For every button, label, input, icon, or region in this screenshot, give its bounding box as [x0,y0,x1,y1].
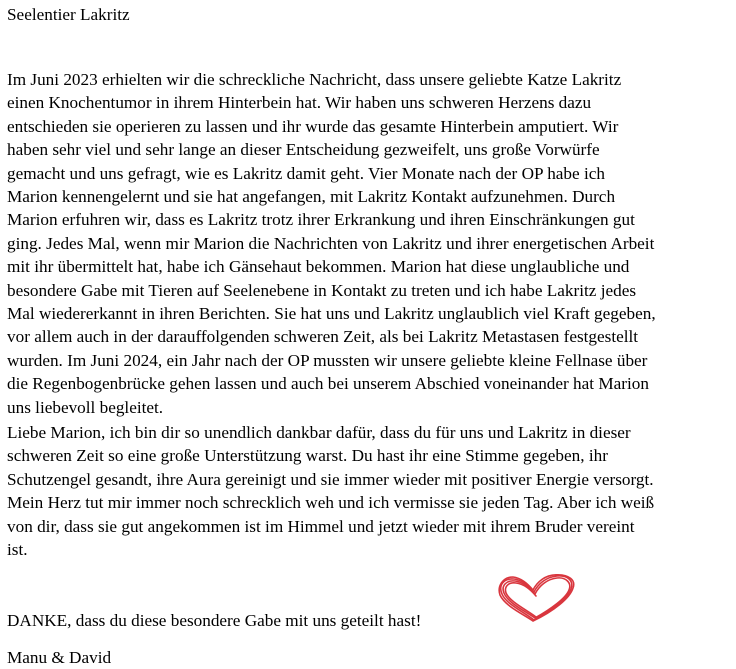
text-line: Schutzengel gesandt, ihre Aura gereinigt und sie immer wieder mit positiver Energie versorgt. [7,469,654,489]
signature: Manu & David [7,648,112,667]
hand-drawn-heart-icon [494,574,578,624]
text-line: entschieden sie operieren zu lassen und ihr wurde das gesamte Hinterbein amputiert. Wir [7,116,619,136]
text-line: wurden. Im Juni 2024, ein Jahr nach der OP mussten wir unsere geliebte kleine Fellnase über [7,350,648,370]
text-line: besondere Gabe mit Tieren auf Seelenebene in Kontakt zu treten und ich habe Lakritz jedes [7,280,637,300]
paragraph-story [7,68,733,419]
text-line: Mal wiedererkannt in ihren Berichten. Sie hat uns und Lakritz unglaublich viel Kraft gegeben, [7,304,656,324]
text-line: von dir, dass sie gut angekommen ist im Himmel und jetzt wieder mit ihrem Bruder vereint [7,516,635,536]
thanks-line: DANKE, dass du diese besondere Gabe mit uns geteilt hast! [7,611,422,630]
text-line: die Regenbogenbrücke gehen lassen und auch bei unserem Abschied voneinander hat Marion [7,374,649,394]
text-line: haben sehr viel und sehr lange an dieser Entscheidung gezweifelt, uns große Vorwürfe [7,140,600,160]
text-line: einen Knochentumor in ihrem Hinterbein hat. Wir haben uns schweren Herzens dazu [7,93,592,113]
text-line: vor allem auch in der darauffolgenden schweren Zeit, als bei Lakritz Metastasen festgestellt [7,327,639,347]
letter-title: Seelentier Lakritz [7,5,130,24]
text-line: Mein Herz tut mir immer noch schrecklich weh und ich vermisse sie jeden Tag. Aber ich weiß [7,493,655,513]
text-line: ging. Jedes Mal, wenn mir Marion die Nachrichten von Lakritz und ihrer energetischen Arbeit [7,233,655,253]
text-line: Liebe Marion, ich bin dir so unendlich dankbar dafür, dass du für uns und Lakritz in dieser [7,423,631,442]
text-line: mit ihr übermittelt hat, habe ich Gänsehaut bekommen. Marion hat diese unglaubliche und [7,257,630,277]
paragraph-thanks-marion [7,421,733,561]
text-line: Marion erfuhren wir, dass es Lakritz trotz ihrer Erkrankung und ihren Einschränkungen gut [7,210,635,230]
text-line: Im Juni 2023 erhielten wir die schreckliche Nachricht, dass unsere geliebte Katze Lakritz [7,70,622,89]
text-line: ist. [7,540,28,560]
text-line: gemacht und uns gefragt, wie es Lakritz damit geht. Vier Monate nach der OP habe ich [7,163,605,183]
text-line: Marion kennengelernt und sie hat angefangen, mit Lakritz Kontakt aufzunehmen. Durch [7,187,616,207]
text-line: uns liebevoll begleitet. [7,397,164,417]
text-line: schweren Zeit so eine große Unterstützung warst. Du hast ihr eine Stimme gegeben, ihr [7,446,608,466]
